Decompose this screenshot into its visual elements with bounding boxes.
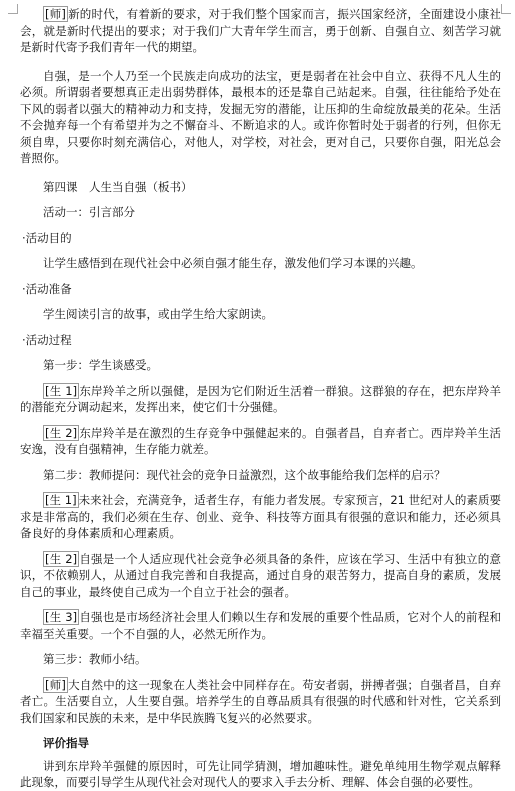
speaker-tag: [生 1]	[45, 493, 77, 507]
lesson-title: 第四课 人生当自强（板书）	[43, 179, 193, 194]
activity-purpose-text: 让学生感悟到在现代社会中必须自强才能生存，激发他们学习本课的兴趣。	[43, 256, 423, 270]
page-corner-mark-right	[501, 4, 511, 14]
activity-heading: 活动一：引言部分	[43, 205, 135, 219]
step-one-heading: 第一步：学生谈感受。	[43, 358, 158, 372]
paragraph-text: 未来社会，充满竞争，适者生存，有能力者发展。专家预言，21 世纪对人的素质要求是非常高的，我们必须在生存、创业、竞争、科技等方面具有很强的意识和能力，还必须具备良好的身体素质和心理素质。	[20, 493, 501, 540]
paragraph-text: 东岸羚羊之所以强健，是因为它们附近生活着一群狼。这群狼的存在，把东岸羚羊的潜能充分调动起来，发挥出来，使它们十分强健。	[20, 383, 501, 414]
page-corner-mark-left	[8, 4, 18, 14]
self-reliance-paragraph: 自强，是一个人乃至一个民族走向成功的法宝，更是弱者在社会中自立、获得不凡人生的必须。所谓弱者要想真正走出弱势群体，最根本的还是靠自己站起来。自强，往往能给予处在下风的弱者以强大的精神动力和支持，发掘无穷的潜能，让压抑的生命绽放最美的花朵。生活不会抛弃每一个有希望并为之不懈奋斗、不断追求的人。或许你暂时处于弱者的行列，但你无须自卑，只要你时刻充满信心，对他人，对学校，对社会，更对自己，只要你自强，阳光总会普照你。	[20, 68, 501, 165]
step-three-heading: 第三步：教师小结。	[43, 652, 147, 666]
teacher-summary	[20, 677, 501, 727]
paragraph-text: 自强也是市场经济社会里人们赖以生存和发展的重要个性品质，它对个人的前程和幸福至关重要。一个不自强的人，必然无所作为。	[20, 610, 501, 641]
speaker-tag: [师]	[45, 7, 66, 21]
activity-preparation-label: ·活动准备	[22, 281, 72, 296]
speaker-tag: [生 2]	[45, 551, 78, 566]
activity-purpose-label: ·活动目的	[22, 230, 72, 245]
student-3-answer	[20, 609, 501, 642]
teacher-intro-paragraph	[20, 6, 501, 56]
speaker-tag: [生 3]	[45, 610, 78, 624]
evaluation-heading: 评价指导	[43, 736, 89, 750]
student-2-response	[20, 425, 501, 458]
student-1-answer	[20, 492, 501, 542]
speaker-tag: [生 1]	[45, 383, 78, 398]
paragraph-text: 东岸羚羊是在激烈的生存竞争中强健起来的。自强者昌，自弃者亡。西岸羚羊生活安逸，没有自强精神，生存能力就差。	[20, 425, 501, 456]
activity-preparation-text: 学生阅读引言的故事，或由学生给大家朗读。	[43, 307, 273, 321]
activity-process-label: ·活动过程	[22, 332, 72, 347]
evaluation-text: 讲到东岸羚羊强健的原因时，可先让同学猜测，增加趣味性。避免单纯用生物学观点解释此现象，而要引导学生从现代社会对现代人的要求入手去分析、理解、体会自强的必要性。	[20, 758, 501, 789]
speaker-tag: [生 2]	[45, 425, 78, 440]
speaker-tag: [师]	[45, 677, 66, 692]
step-two-heading: 第二步：教师提问：现代社会的竞争日益激烈，这个故事能给我们怎样的启示？	[43, 467, 446, 482]
paragraph-text: 自强是一个人适应现代社会竞争必须具备的条件，应该在学习、生活中有独立的意识，不依赖别人，从通过自我完善和自我提高，通过自身的艰苦努力，提高自身的素质，发展自己的事业，最终使自己成为一个自立于社会的强者。	[20, 551, 501, 599]
student-1-response	[20, 383, 501, 416]
paragraph-text: 大自然中的这一现象在人类社会中同样存在。苟安者弱，拼搏者强；自强者昌，自弃者亡。生活要自立，人生要自强。培养学生的自尊品质具有很强的时代感和针对性，它关系到我们国家和民族的未来，是中华民族腾飞复兴的必然要求。	[20, 677, 501, 725]
student-2-answer	[20, 551, 501, 601]
paragraph-text: 新的时代，有着新的要求，对于我们整个国家而言，振兴国家经济，全面建设小康社会，就是新时代提出的要求；对于我们广大青年学生而言，勇于创新、自强自立、刻苦学习就是新时代寄予我们青年一代的期望。	[20, 7, 501, 54]
